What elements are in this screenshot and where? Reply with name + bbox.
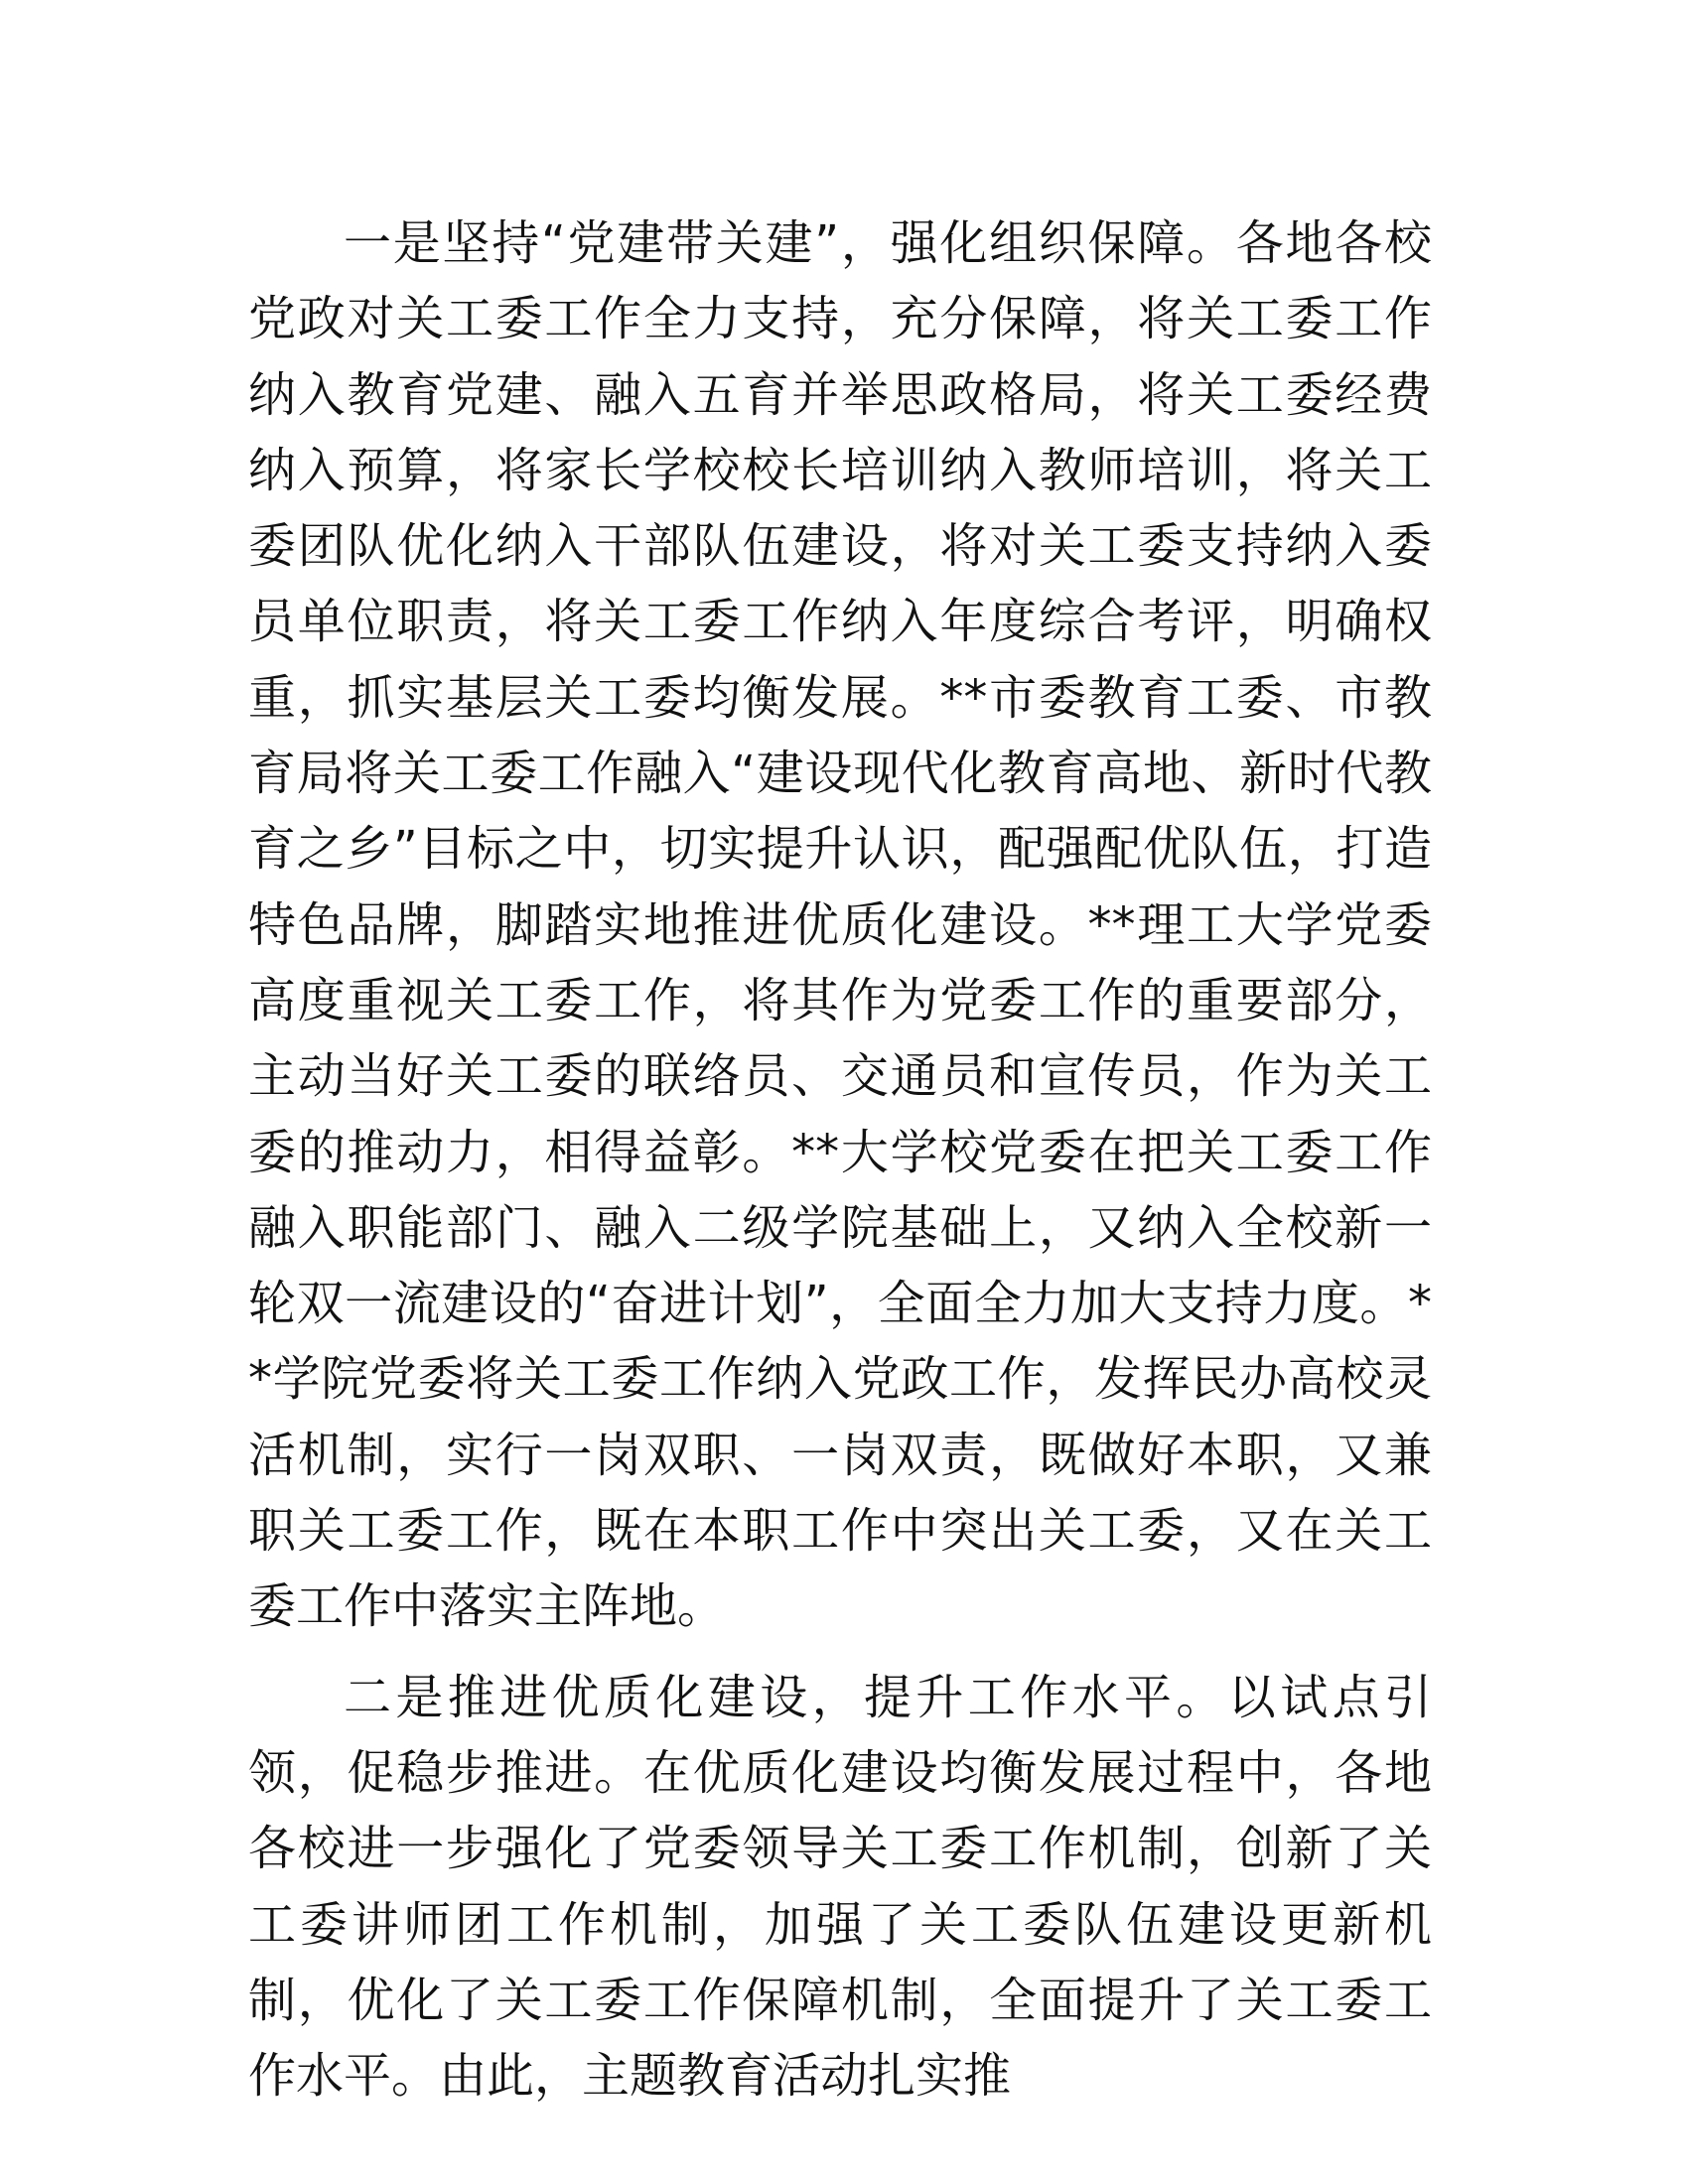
paragraph-organizational-guarantee: 一是坚持“党建带关建”，强化组织保障。各地各校党政对关工委工作全力支持，充分保障，将关工委工作纳入教育党建、融入五育并举思政格局，将关工委经费纳入预算，将家长学校校长培训纳入教师培训，将关工委团队优化纳入干部队伍建设，将对关工委支持纳入委员单位职责，将关工委工作纳入年度综合考评，明确权重，抓实基层关工委均衡发展。**市委教育工委、市教育局将关工委工作融入“建设现代化教育高地、新时代教育之乡”目标之中，切实提升认识，配强配优队伍，打造特色品牌，脚踏实地推进优质化建设。**理工大学党委高度重视关工委工作，将其作为党委工作的重要部分，主动当好关工委的联络员、交通员和宣传员，作为关工委的推动力，相得益彰。**大学校党委在把关工委工作融入职能部门、融入二级学院基础上，又纳入全校新一轮双一流建设的“奋进计划”，全面全力加大支持力度。**学院党委将关工委工作纳入党政工作，发挥民办高校灵活机制，实行一岗双职、一岗双责，既做好本职，又兼职关工委工作，既在本职工作中突出关工委，又在关工委工作中落实主阵地。 xyxy=(248,215,1432,1635)
paragraph-quality-construction: 二是推进优质化建设，提升工作水平。以试点引领，促稳步推进。在优质化建设均衡发展过程中，各地各校进一步强化了党委领导关工委工作机制，创新了关工委讲师团工作机制，加强了关工委队伍建设更新机制，优化了关工委工作保障机制，全面提升了关工委工作水平。由此，主题教育活动扎实推 xyxy=(248,1669,1432,2105)
document-body xyxy=(248,205,1432,2114)
